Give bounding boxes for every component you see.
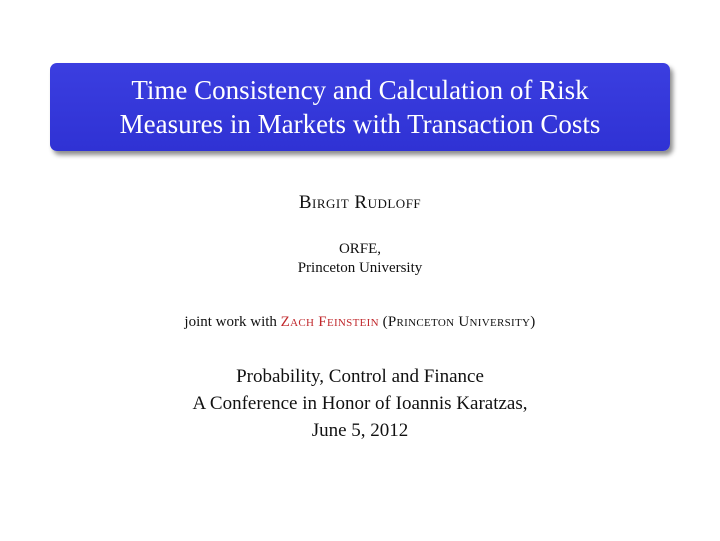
title-box [50, 63, 670, 151]
conference-line-2: A Conference in Honor of Ioannis Karatzas, [192, 393, 528, 414]
coauthor-name: Zach Feinstein [280, 314, 379, 330]
conference-line-1: Probability, Control and Finance [236, 366, 484, 387]
author-name: Birgit Rudloff [298, 192, 422, 213]
coauthor-affiliation: (Princeton University) [382, 314, 536, 330]
conference-block [0, 363, 720, 444]
joint-work-prefix: joint work with [184, 314, 277, 330]
author-affiliation [0, 240, 720, 278]
affiliation-line-2: Princeton University [297, 260, 423, 276]
title-line-1: Time Consistency and Calculation of Risk [131, 75, 589, 105]
title-line-2: Measures in Markets with Transaction Costs [119, 109, 601, 139]
conference-date: June 5, 2012 [311, 420, 409, 441]
affiliation-line-1: ORFE, [338, 241, 382, 257]
joint-work-line [0, 314, 720, 331]
